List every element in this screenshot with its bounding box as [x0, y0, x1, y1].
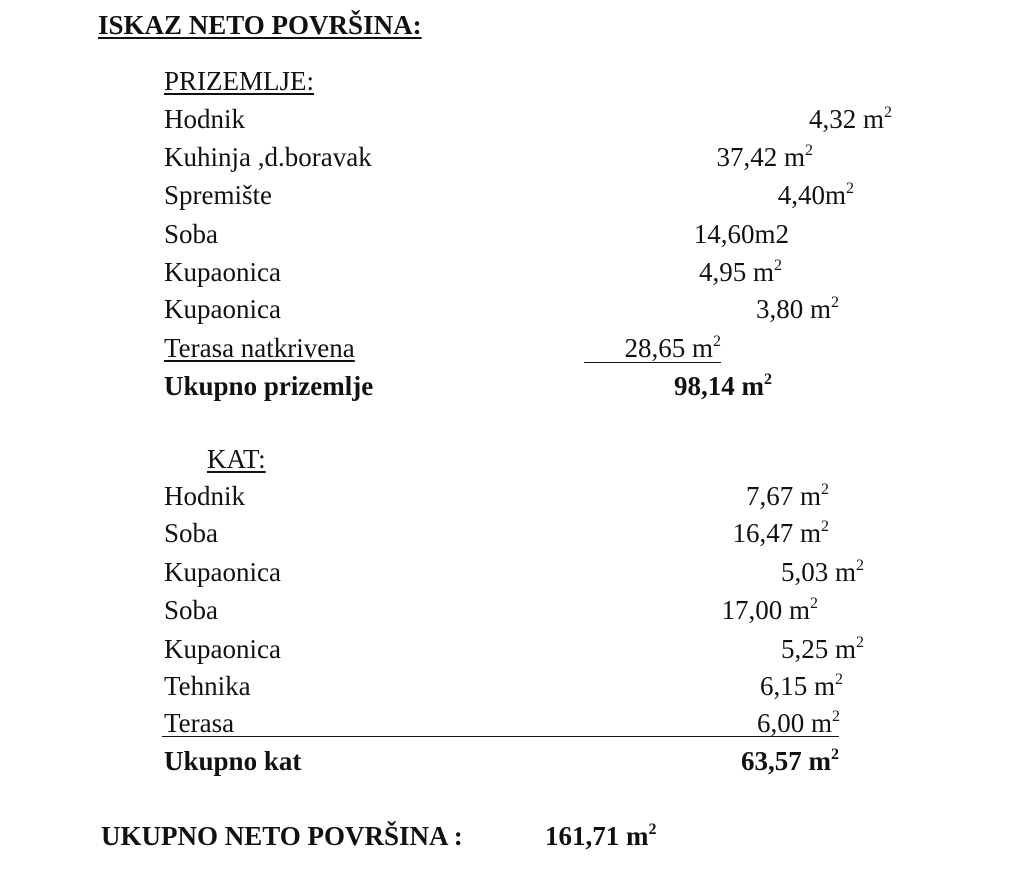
row-label: Kupaonica [164, 294, 281, 324]
row-label: Terasa [164, 708, 235, 738]
row-value: 4,95 $m^2$ [698, 257, 782, 287]
subtotal-label-kat: Ukupno kat [164, 746, 302, 776]
subtotal-value-kat: 63,57 $m^2$ [741, 746, 839, 776]
row-value: 28,65 $m^2$ [624, 333, 721, 363]
section-heading-prizemlje: PRIZEMLJE: [164, 66, 315, 96]
subtotal-label-prizemlje: Ukupno prizemlje [164, 371, 374, 401]
row-label: Soba [164, 518, 218, 548]
row-value: 5,25 $m^2$ [780, 634, 864, 664]
row-label: Terasa natkrivena [164, 333, 355, 363]
row-value: 6,00 $m^2$ [756, 708, 840, 738]
row-label: Kuhinja ,d.boravak [164, 142, 372, 172]
row-value: 14,60m2 [693, 219, 789, 249]
section-underline [162, 736, 839, 737]
row-value: 5,03 $m^2$ [780, 557, 864, 587]
row-value: 4,32 $m^2$ [808, 104, 892, 134]
row-label: Hodnik [164, 481, 245, 511]
value-underline [584, 362, 721, 363]
grand-total-value: 161,71 $m^2$ [545, 821, 657, 851]
row-value: $4,40m^2$ [777, 180, 854, 210]
row-label: Soba [164, 219, 218, 249]
subtotal-value-prizemlje: 98,14 $m^2$ [674, 371, 772, 401]
row-label: Hodnik [164, 104, 245, 134]
row-label: Kupaonica [164, 257, 281, 287]
row-value: 6,15 $m^2$ [759, 671, 843, 701]
row-label: Kupaonica [164, 557, 281, 587]
row-value: 16,47 $m^2$ [732, 518, 829, 548]
row-label: Kupaonica [164, 634, 281, 664]
row-label: Soba [164, 595, 218, 625]
row-value: 7,67 $m^2$ [745, 481, 829, 511]
section-heading-kat: KAT: [207, 444, 266, 474]
row-value: 17,00 $m^2$ [721, 595, 818, 625]
grand-total-label: UKUPNO NETO POVRŠINA : [101, 821, 463, 851]
row-value: 37,42 $m^2$ [716, 142, 813, 172]
document-title: ISKAZ NETO POVRŠINA: [98, 10, 422, 40]
row-value: 3,80 $m^2$ [755, 294, 839, 324]
row-label: Tehnika [164, 671, 251, 701]
row-label: Spremište [164, 180, 272, 210]
